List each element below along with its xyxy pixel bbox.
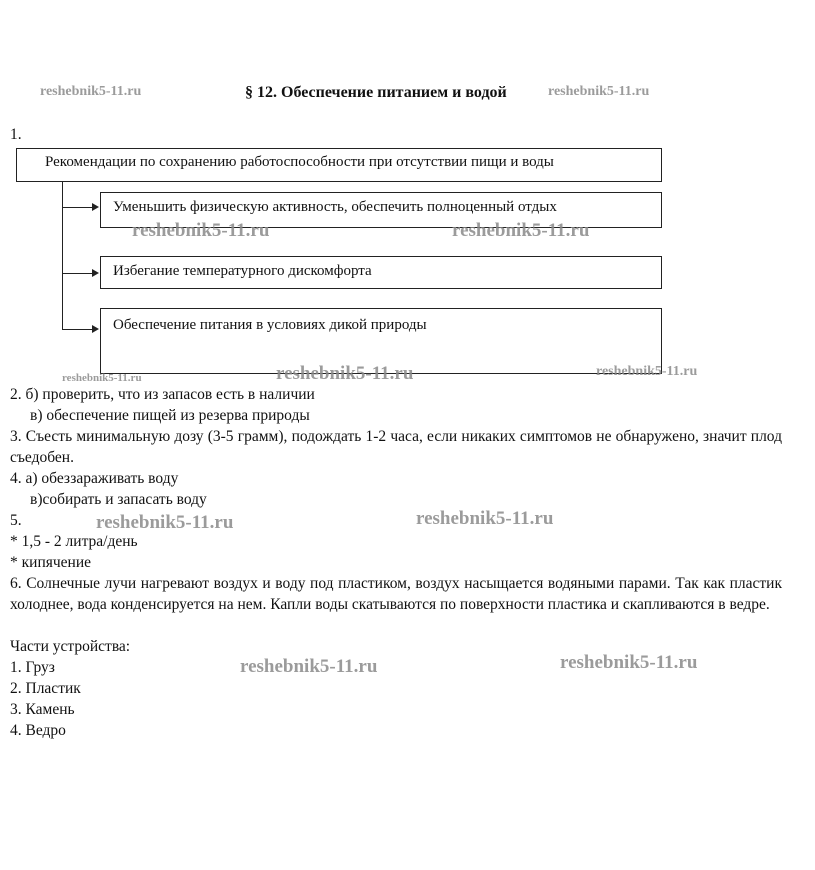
diagram-branch-line: [62, 273, 92, 274]
watermark: reshebnik5-11.ru: [62, 372, 142, 384]
question-5-line: * кипячение: [10, 554, 92, 571]
question-5-line: * 1,5 - 2 литра/день: [10, 533, 138, 550]
diagram-branch-line: [62, 207, 92, 208]
device-part-item: 3. Камень: [10, 701, 75, 718]
watermark: reshebnik5-11.ru: [560, 652, 698, 673]
arrow-right-icon: [92, 203, 99, 211]
device-part-item: 2. Пластик: [10, 680, 81, 697]
watermark: reshebnik5-11.ru: [240, 656, 378, 677]
question-4-line: 4. а) обеззараживать воду: [10, 470, 179, 487]
recommendations-main-box: Рекомендации по сохранению работоспособности при отсутствии пищи и воды: [16, 148, 662, 182]
recommendation-item: Избегание температурного дискомфорта: [100, 256, 662, 289]
diagram-branch-line: [62, 329, 92, 330]
arrow-right-icon: [92, 269, 99, 277]
watermark: reshebnik5-11.ru: [416, 508, 554, 529]
diagram-connector-line: [62, 182, 63, 329]
question-2-line: в) обеспечение пищей из резерва природы: [30, 407, 310, 424]
question-4-line: в)собирать и запасать воду: [30, 491, 207, 508]
question-3-answer: 3. Съесть минимальную дозу (3-5 грамм), подождать 1-2 часа, если никаких симптомов не обнаружено, значит плод съедобен.: [10, 428, 782, 466]
watermark: reshebnik5-11.ru: [276, 363, 414, 384]
watermark: reshebnik5-11.ru: [132, 220, 270, 241]
question-1-number: 1.: [10, 126, 22, 143]
watermark: reshebnik5-11.ru: [96, 512, 234, 533]
arrow-right-icon: [92, 325, 99, 333]
page-title: § 12. Обеспечение питанием и водой: [245, 84, 507, 101]
watermark: reshebnik5-11.ru: [452, 220, 590, 241]
watermark: reshebnik5-11.ru: [40, 84, 142, 99]
device-part-item: 4. Ведро: [10, 722, 66, 739]
recommendation-item: Обеспечение питания в условиях дикой природы: [100, 308, 662, 374]
question-5-number: 5.: [10, 512, 22, 529]
watermark: reshebnik5-11.ru: [596, 364, 698, 379]
device-part-item: 1. Груз: [10, 659, 55, 676]
device-parts-title: Части устройства:: [10, 638, 131, 655]
recommendation-item: Уменьшить физическую активность, обеспечить полноценный отдых: [100, 192, 662, 228]
question-6-answer: 6. Солнечные лучи нагревают воздух и воду под пластиком, воздух насыщается водяными парами. Так как пластик холоднее, вода конденсируется на нем. Капли воды скатываются по поверхности пластика и скапливаются в ведре.: [10, 575, 782, 613]
question-2-line: 2. б) проверить, что из запасов есть в наличии: [10, 386, 315, 403]
watermark: reshebnik5-11.ru: [548, 84, 650, 99]
